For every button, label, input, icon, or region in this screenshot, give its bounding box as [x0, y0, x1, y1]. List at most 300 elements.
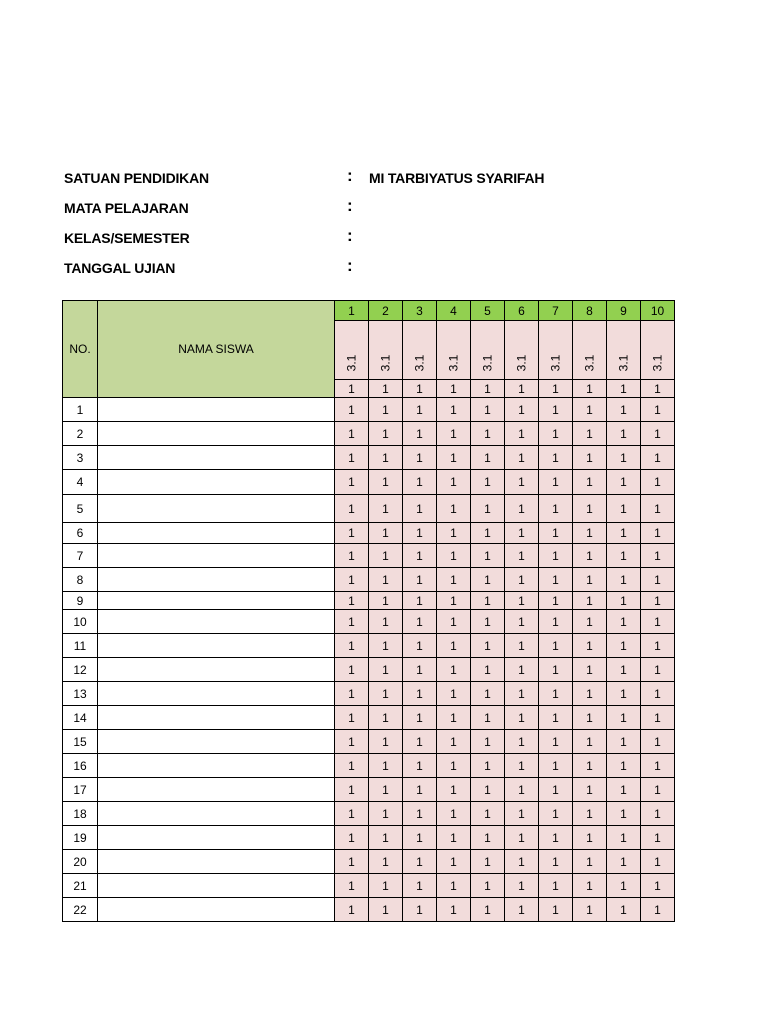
score-cell[interactable]: 1	[471, 398, 505, 422]
score-cell[interactable]: 1	[369, 778, 403, 802]
table-row	[63, 754, 675, 778]
score-cell[interactable]: 1	[403, 446, 437, 470]
score-cell[interactable]: 1	[573, 398, 607, 422]
student-name-cell[interactable]	[98, 446, 335, 470]
weight-cell: 1	[403, 380, 437, 398]
score-cell[interactable]: 1	[641, 850, 675, 874]
score-cell[interactable]: 1	[641, 802, 675, 826]
score-cell[interactable]: 1	[471, 874, 505, 898]
score-cell[interactable]: 1	[437, 446, 471, 470]
score-cell[interactable]: 1	[539, 495, 573, 523]
score-cell[interactable]: 1	[403, 523, 437, 544]
score-cell[interactable]: 1	[641, 658, 675, 682]
exam-date-label: TANGGAL UJIAN	[64, 260, 176, 276]
score-cell[interactable]: 1	[641, 754, 675, 778]
score-cell[interactable]: 1	[335, 523, 369, 544]
score-cell[interactable]: 1	[403, 592, 437, 610]
score-cell[interactable]: 1	[539, 470, 573, 495]
competency-code-cell	[369, 321, 403, 380]
competency-code-text: 3.1	[412, 354, 427, 372]
score-cell[interactable]: 1	[607, 634, 641, 658]
score-cell[interactable]: 1	[607, 568, 641, 592]
score-cell[interactable]: 1	[403, 422, 437, 446]
score-cell[interactable]: 1	[335, 730, 369, 754]
student-number: 1	[63, 398, 98, 422]
score-cell[interactable]: 1	[335, 850, 369, 874]
score-cell[interactable]: 1	[369, 634, 403, 658]
student-number: 17	[63, 778, 98, 802]
score-cell[interactable]: 1	[505, 658, 539, 682]
student-number: 15	[63, 730, 98, 754]
score-cell[interactable]: 1	[573, 495, 607, 523]
score-cell[interactable]: 1	[369, 523, 403, 544]
score-cell[interactable]: 1	[403, 682, 437, 706]
score-cell[interactable]: 1	[539, 422, 573, 446]
score-cell[interactable]: 1	[539, 682, 573, 706]
score-cell[interactable]: 1	[573, 446, 607, 470]
competency-code-text: 3.1	[650, 354, 665, 372]
score-cell[interactable]: 1	[369, 706, 403, 730]
score-cell[interactable]: 1	[539, 874, 573, 898]
score-cell[interactable]: 1	[505, 446, 539, 470]
student-number: 10	[63, 610, 98, 634]
score-cell[interactable]: 1	[539, 658, 573, 682]
score-cell[interactable]: 1	[573, 898, 607, 922]
score-cell[interactable]: 1	[369, 568, 403, 592]
score-cell[interactable]: 1	[437, 826, 471, 850]
competency-code-text: 3.1	[514, 354, 529, 372]
score-cell[interactable]: 1	[505, 682, 539, 706]
score-cell[interactable]: 1	[573, 826, 607, 850]
student-name-cell[interactable]	[98, 544, 335, 568]
score-cell[interactable]: 1	[573, 568, 607, 592]
score-cell[interactable]: 1	[403, 398, 437, 422]
student-number: 2	[63, 422, 98, 446]
score-cell[interactable]: 1	[539, 544, 573, 568]
score-cell[interactable]: 1	[607, 446, 641, 470]
score-cell[interactable]: 1	[369, 802, 403, 826]
score-cell[interactable]: 1	[505, 610, 539, 634]
score-cell[interactable]: 1	[607, 874, 641, 898]
score-cell[interactable]: 1	[335, 592, 369, 610]
score-cell[interactable]: 1	[403, 610, 437, 634]
score-cell[interactable]: 1	[335, 826, 369, 850]
score-cell[interactable]: 1	[573, 610, 607, 634]
question-number-header: 1	[335, 301, 369, 321]
score-cell[interactable]: 1	[539, 850, 573, 874]
score-cell[interactable]: 1	[607, 778, 641, 802]
score-cell[interactable]: 1	[437, 398, 471, 422]
student-number: 21	[63, 874, 98, 898]
score-cell[interactable]: 1	[471, 544, 505, 568]
score-cell[interactable]: 1	[369, 610, 403, 634]
score-cell[interactable]: 1	[437, 850, 471, 874]
score-cell[interactable]: 1	[437, 778, 471, 802]
score-cell[interactable]: 1	[641, 592, 675, 610]
table-row	[63, 658, 675, 682]
score-cell[interactable]: 1	[369, 495, 403, 523]
score-cell[interactable]: 1	[437, 874, 471, 898]
score-cell[interactable]: 1	[539, 592, 573, 610]
score-cell[interactable]: 1	[641, 495, 675, 523]
student-name-cell[interactable]	[98, 730, 335, 754]
score-cell[interactable]: 1	[607, 658, 641, 682]
score-cell[interactable]: 1	[471, 754, 505, 778]
score-cell[interactable]: 1	[505, 850, 539, 874]
score-cell[interactable]: 1	[437, 706, 471, 730]
score-cell[interactable]: 1	[641, 826, 675, 850]
weight-cell: 1	[369, 380, 403, 398]
score-cell[interactable]: 1	[505, 802, 539, 826]
score-cell[interactable]: 1	[335, 802, 369, 826]
score-cell[interactable]: 1	[573, 682, 607, 706]
score-cell[interactable]: 1	[573, 523, 607, 544]
score-cell[interactable]: 1	[573, 706, 607, 730]
score-cell[interactable]: 1	[539, 754, 573, 778]
student-name-cell[interactable]	[98, 610, 335, 634]
score-cell[interactable]: 1	[573, 658, 607, 682]
competency-code-cell	[607, 321, 641, 380]
score-cell[interactable]: 1	[471, 495, 505, 523]
score-cell[interactable]: 1	[505, 898, 539, 922]
score-cell[interactable]: 1	[607, 523, 641, 544]
score-cell[interactable]: 1	[505, 544, 539, 568]
score-cell[interactable]: 1	[573, 544, 607, 568]
score-cell[interactable]: 1	[607, 802, 641, 826]
score-cell[interactable]: 1	[403, 470, 437, 495]
score-cell[interactable]: 1	[335, 874, 369, 898]
student-number: 5	[63, 495, 98, 523]
score-cell[interactable]: 1	[403, 850, 437, 874]
score-cell[interactable]: 1	[369, 754, 403, 778]
score-cell[interactable]: 1	[573, 754, 607, 778]
competency-code-text: 3.1	[344, 354, 359, 372]
score-cell[interactable]: 1	[505, 398, 539, 422]
student-name-cell[interactable]	[98, 634, 335, 658]
student-name-cell[interactable]	[98, 682, 335, 706]
student-number: 8	[63, 568, 98, 592]
score-cell[interactable]: 1	[607, 495, 641, 523]
score-cell[interactable]: 1	[471, 658, 505, 682]
score-cell[interactable]: 1	[607, 610, 641, 634]
competency-code-cell	[403, 321, 437, 380]
score-cell[interactable]: 1	[471, 446, 505, 470]
score-cell[interactable]: 1	[403, 730, 437, 754]
score-cell[interactable]: 1	[335, 706, 369, 730]
table-row	[63, 470, 675, 495]
score-cell[interactable]: 1	[335, 544, 369, 568]
score-cell[interactable]: 1	[369, 592, 403, 610]
score-cell[interactable]: 1	[607, 730, 641, 754]
score-cell[interactable]: 1	[403, 826, 437, 850]
weight-cell: 1	[505, 380, 539, 398]
score-cell[interactable]: 1	[335, 446, 369, 470]
score-cell[interactable]: 1	[641, 470, 675, 495]
student-name-cell[interactable]	[98, 422, 335, 446]
student-name-cell[interactable]	[98, 802, 335, 826]
table-row	[63, 850, 675, 874]
score-cell[interactable]: 1	[539, 634, 573, 658]
student-name-cell[interactable]	[98, 778, 335, 802]
competency-code-cell	[641, 321, 675, 380]
score-cell[interactable]: 1	[369, 826, 403, 850]
score-cell[interactable]: 1	[573, 874, 607, 898]
score-cell[interactable]: 1	[335, 398, 369, 422]
class-semester-label: KELAS/SEMESTER	[64, 230, 190, 246]
score-cell[interactable]: 1	[369, 422, 403, 446]
score-cell[interactable]: 1	[539, 730, 573, 754]
score-cell[interactable]: 1	[539, 398, 573, 422]
score-cell[interactable]: 1	[641, 523, 675, 544]
table-row	[63, 682, 675, 706]
score-cell[interactable]: 1	[641, 610, 675, 634]
score-cell[interactable]: 1	[437, 495, 471, 523]
score-cell[interactable]: 1	[437, 682, 471, 706]
score-cell[interactable]: 1	[471, 706, 505, 730]
student-name-cell[interactable]	[98, 495, 335, 523]
table-row	[63, 422, 675, 446]
score-cell[interactable]: 1	[437, 592, 471, 610]
score-cell[interactable]: 1	[641, 544, 675, 568]
colon-separator: :	[347, 256, 353, 275]
score-cell[interactable]: 1	[471, 592, 505, 610]
weight-cell: 1	[471, 380, 505, 398]
score-cell[interactable]: 1	[403, 658, 437, 682]
student-number: 22	[63, 898, 98, 922]
score-cell[interactable]: 1	[505, 634, 539, 658]
score-cell[interactable]: 1	[471, 850, 505, 874]
score-cell[interactable]: 1	[641, 874, 675, 898]
student-name-cell[interactable]	[98, 826, 335, 850]
score-cell[interactable]: 1	[335, 634, 369, 658]
score-cell[interactable]: 1	[403, 706, 437, 730]
student-name-column-header: NAMA SISWA	[98, 301, 335, 398]
score-cell[interactable]: 1	[539, 568, 573, 592]
score-cell[interactable]: 1	[641, 682, 675, 706]
score-cell[interactable]: 1	[573, 850, 607, 874]
score-cell[interactable]: 1	[641, 706, 675, 730]
score-cell[interactable]: 1	[641, 446, 675, 470]
score-cell[interactable]: 1	[335, 495, 369, 523]
score-cell[interactable]: 1	[471, 610, 505, 634]
score-cell[interactable]: 1	[369, 898, 403, 922]
score-cell[interactable]: 1	[573, 778, 607, 802]
table-row	[63, 523, 675, 544]
score-cell[interactable]: 1	[607, 422, 641, 446]
score-cell[interactable]: 1	[471, 826, 505, 850]
question-number-header: 3	[403, 301, 437, 321]
weight-cell: 1	[641, 380, 675, 398]
score-cell[interactable]: 1	[335, 568, 369, 592]
school-value: MI TARBIYATUS SYARIFAH	[369, 170, 545, 186]
score-cell[interactable]: 1	[471, 568, 505, 592]
score-cell[interactable]: 1	[573, 422, 607, 446]
score-cell[interactable]: 1	[369, 682, 403, 706]
score-cell[interactable]: 1	[437, 422, 471, 446]
score-cell[interactable]: 1	[437, 634, 471, 658]
score-cell[interactable]: 1	[369, 850, 403, 874]
score-cell[interactable]: 1	[335, 898, 369, 922]
score-cell[interactable]: 1	[437, 898, 471, 922]
score-cell[interactable]: 1	[437, 568, 471, 592]
score-cell[interactable]: 1	[403, 495, 437, 523]
table-row	[63, 495, 675, 523]
student-name-cell[interactable]	[98, 470, 335, 495]
score-cell[interactable]: 1	[335, 658, 369, 682]
score-cell[interactable]: 1	[437, 730, 471, 754]
score-cell[interactable]: 1	[505, 422, 539, 446]
score-cell[interactable]: 1	[403, 544, 437, 568]
score-cell[interactable]: 1	[437, 544, 471, 568]
weight-cell: 1	[437, 380, 471, 398]
student-number: 3	[63, 446, 98, 470]
student-name-cell[interactable]	[98, 658, 335, 682]
score-cell[interactable]: 1	[369, 730, 403, 754]
student-name-cell[interactable]	[98, 874, 335, 898]
table-row	[63, 610, 675, 634]
score-cell[interactable]: 1	[505, 730, 539, 754]
score-cell[interactable]: 1	[641, 568, 675, 592]
score-cell[interactable]: 1	[607, 706, 641, 730]
score-cell[interactable]: 1	[437, 470, 471, 495]
question-number-header: 9	[607, 301, 641, 321]
score-cell[interactable]: 1	[403, 778, 437, 802]
score-cell[interactable]: 1	[505, 826, 539, 850]
score-cell[interactable]: 1	[471, 470, 505, 495]
student-name-cell[interactable]	[98, 706, 335, 730]
score-cell[interactable]: 1	[539, 610, 573, 634]
score-cell[interactable]: 1	[607, 544, 641, 568]
weight-cell: 1	[573, 380, 607, 398]
score-cell[interactable]: 1	[471, 682, 505, 706]
score-cell[interactable]: 1	[403, 634, 437, 658]
score-cell[interactable]: 1	[403, 874, 437, 898]
score-cell[interactable]: 1	[437, 802, 471, 826]
score-cell[interactable]: 1	[607, 754, 641, 778]
table-row	[63, 544, 675, 568]
score-cell[interactable]: 1	[505, 874, 539, 898]
score-cell[interactable]: 1	[471, 634, 505, 658]
score-cell[interactable]: 1	[505, 568, 539, 592]
score-cell[interactable]: 1	[369, 398, 403, 422]
score-cell[interactable]: 1	[573, 730, 607, 754]
score-cell[interactable]: 1	[505, 778, 539, 802]
score-cell[interactable]: 1	[335, 682, 369, 706]
score-cell[interactable]: 1	[403, 754, 437, 778]
score-cell[interactable]: 1	[573, 470, 607, 495]
score-cell[interactable]: 1	[335, 470, 369, 495]
score-cell[interactable]: 1	[471, 802, 505, 826]
score-cell[interactable]: 1	[607, 592, 641, 610]
score-cell[interactable]: 1	[607, 898, 641, 922]
score-cell[interactable]: 1	[607, 826, 641, 850]
table-row	[63, 778, 675, 802]
score-cell[interactable]: 1	[573, 802, 607, 826]
score-cell[interactable]: 1	[505, 523, 539, 544]
competency-code-text: 3.1	[378, 354, 393, 372]
student-name-cell[interactable]	[98, 398, 335, 422]
score-cell[interactable]: 1	[539, 706, 573, 730]
question-number-header: 4	[437, 301, 471, 321]
score-cell[interactable]: 1	[641, 898, 675, 922]
score-cell[interactable]: 1	[607, 398, 641, 422]
score-cell[interactable]: 1	[437, 658, 471, 682]
score-cell[interactable]: 1	[607, 470, 641, 495]
student-number: 19	[63, 826, 98, 850]
score-cell[interactable]: 1	[471, 730, 505, 754]
score-cell[interactable]: 1	[573, 592, 607, 610]
score-cell[interactable]: 1	[539, 523, 573, 544]
student-name-cell[interactable]	[98, 592, 335, 610]
score-cell[interactable]: 1	[335, 422, 369, 446]
score-cell[interactable]: 1	[539, 778, 573, 802]
student-name-cell[interactable]	[98, 754, 335, 778]
score-cell[interactable]: 1	[437, 523, 471, 544]
colon-separator: :	[347, 196, 353, 215]
competency-code-cell	[471, 321, 505, 380]
score-cell[interactable]: 1	[505, 754, 539, 778]
competency-code-text: 3.1	[480, 354, 495, 372]
score-cell[interactable]: 1	[505, 706, 539, 730]
score-cell[interactable]: 1	[369, 446, 403, 470]
score-cell[interactable]: 1	[335, 778, 369, 802]
score-cell[interactable]: 1	[437, 754, 471, 778]
score-cell[interactable]: 1	[335, 754, 369, 778]
score-cell[interactable]: 1	[539, 446, 573, 470]
score-cell[interactable]: 1	[471, 898, 505, 922]
student-number: 16	[63, 754, 98, 778]
table-row	[63, 802, 675, 826]
score-cell[interactable]: 1	[539, 826, 573, 850]
score-cell[interactable]: 1	[641, 398, 675, 422]
student-name-cell[interactable]	[98, 568, 335, 592]
score-cell[interactable]: 1	[641, 422, 675, 446]
score-cell[interactable]: 1	[471, 523, 505, 544]
score-cell[interactable]: 1	[369, 658, 403, 682]
score-cell[interactable]: 1	[505, 495, 539, 523]
score-cell[interactable]: 1	[369, 874, 403, 898]
score-cell[interactable]: 1	[471, 422, 505, 446]
score-cell[interactable]: 1	[505, 592, 539, 610]
score-cell[interactable]: 1	[369, 470, 403, 495]
score-cell[interactable]: 1	[607, 682, 641, 706]
student-name-cell[interactable]	[98, 850, 335, 874]
score-cell[interactable]: 1	[403, 898, 437, 922]
score-cell[interactable]: 1	[335, 610, 369, 634]
table-row	[63, 874, 675, 898]
score-cell[interactable]: 1	[573, 634, 607, 658]
score-cell[interactable]: 1	[471, 778, 505, 802]
score-cell[interactable]: 1	[641, 778, 675, 802]
table-row	[63, 568, 675, 592]
score-cell[interactable]: 1	[539, 802, 573, 826]
score-cell[interactable]: 1	[607, 850, 641, 874]
competency-code-text: 3.1	[548, 354, 563, 372]
student-number: 11	[63, 634, 98, 658]
question-number-header: 10	[641, 301, 675, 321]
score-cell[interactable]: 1	[539, 898, 573, 922]
score-cell[interactable]: 1	[505, 470, 539, 495]
score-cell[interactable]: 1	[641, 634, 675, 658]
competency-code-cell	[505, 321, 539, 380]
score-cell[interactable]: 1	[403, 802, 437, 826]
score-cell[interactable]: 1	[369, 544, 403, 568]
score-cell[interactable]: 1	[403, 568, 437, 592]
student-name-cell[interactable]	[98, 523, 335, 544]
student-name-cell[interactable]	[98, 898, 335, 922]
score-cell[interactable]: 1	[437, 610, 471, 634]
score-cell[interactable]: 1	[641, 730, 675, 754]
